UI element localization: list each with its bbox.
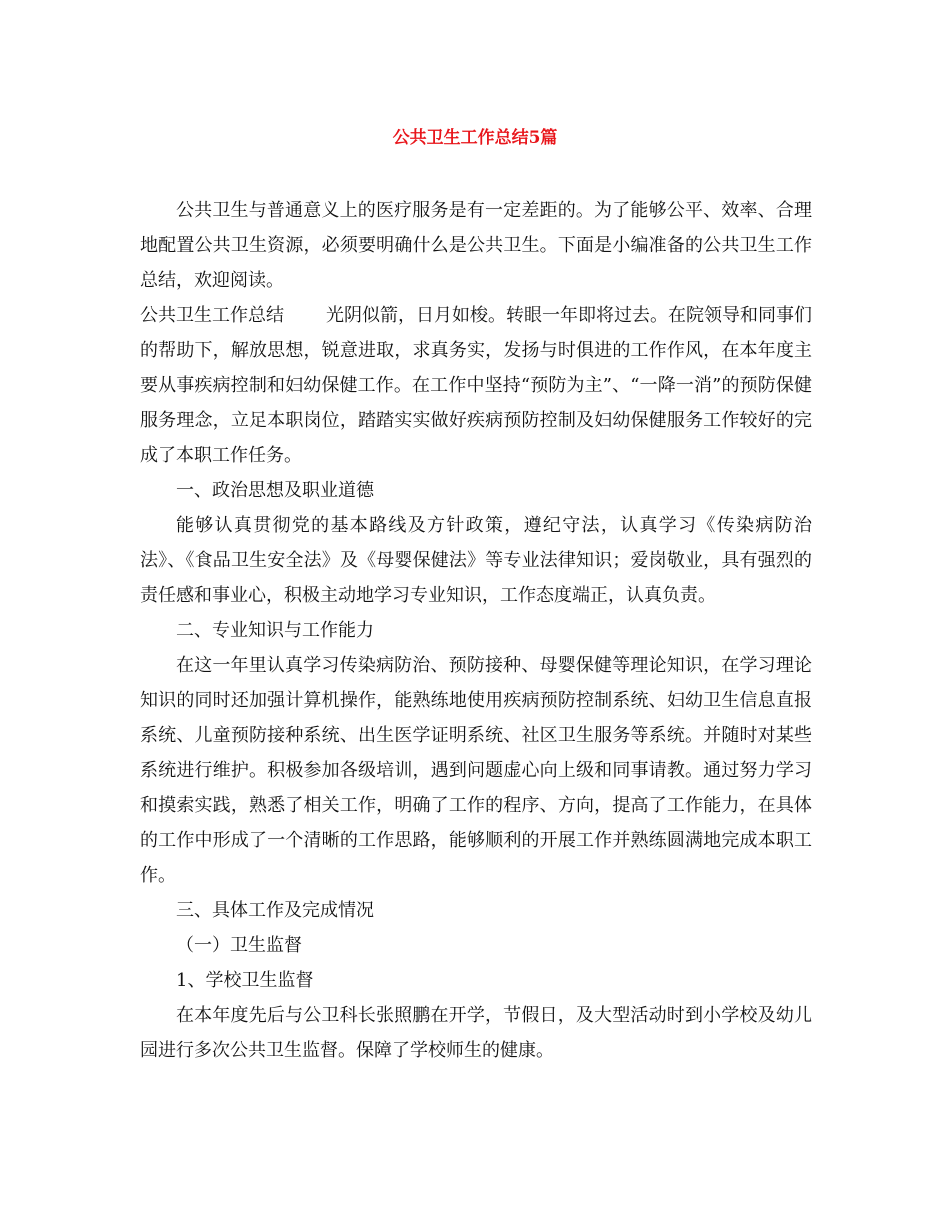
item-paragraph-1: 在本年度先后与公卫科长张照鹏在开学，节假日，及大型活动时到小学校及幼儿园进行多次公共卫生监督。保障了学校师生的健康。 <box>140 1005 812 1061</box>
section-paragraph-1: 能够认真贯彻党的基本路线及方针政策，遵纪守法，认真学习《传染病防治法》、《食品卫生安全法》及《母婴保健法》等专业法律知识；爱岗敬业，具有强烈的责任感和事业心，积极主动地学习专业知识，工作态度端正，认真负责。 <box>140 515 812 606</box>
summary-paragraph <box>140 298 812 473</box>
intro-paragraph: 公共卫生与普通意义上的医疗服务是有一定差距的。为了能够公平、效率、合理地配置公共卫生资源，必须要明确什么是公共卫生。下面是小编准备的公共卫生工作总结，欢迎阅读。 <box>140 200 812 291</box>
subsection-heading-1: （一）卫生监督 <box>176 935 302 956</box>
item-heading-1: 1、学校卫生监督 <box>176 970 314 991</box>
section-heading-3: 三、具体工作及完成情况 <box>176 900 374 921</box>
section-paragraph-2: 在这一年里认真学习传染病防治、预防接种、母婴保健等理论知识，在学习理论知识的同时还加强计算机操作，能熟练地使用疾病预防控制系统、妇幼卫生信息直报系统、儿童预防接种系统、出生医学证明系统、社区卫生服务等系统。并随时对某些系统进行维护。积极参加各级培训，遇到问题虚心向上级和同事请教。通过努力学习和摸索实践，熟悉了相关工作，明确了工作的程序、方向，提高了工作能力，在具体的工作中形成了一个清晰的工作思路，能够顺利的开展工作并熟练圆满地完成本职工作。 <box>140 655 812 886</box>
document-title: 公共卫生工作总结5篇 <box>392 128 558 148</box>
summary-paragraph-text: 光阴似箭，日月如梭。转眼一年即将过去。在院领导和同事们的帮助下，解放思想，锐意进取，求真务实，发扬与时俱进的工作作风，在本年度主要从事疾病控制和妇幼保健工作。在工作中坚持“预防为主”、“一降一消”的预防保健服务理念，立足本职岗位，踏踏实实做好疾病预防控制及妇幼保健服务工作较好的完成了本职工作任务。 <box>140 305 812 466</box>
summary-lead-label: 公共卫生工作总结 <box>140 305 284 326</box>
section-heading-2: 二、专业知识与工作能力 <box>176 620 374 641</box>
document-body <box>140 193 812 1068</box>
section-heading-1: 一、政治思想及职业道德 <box>176 480 374 501</box>
